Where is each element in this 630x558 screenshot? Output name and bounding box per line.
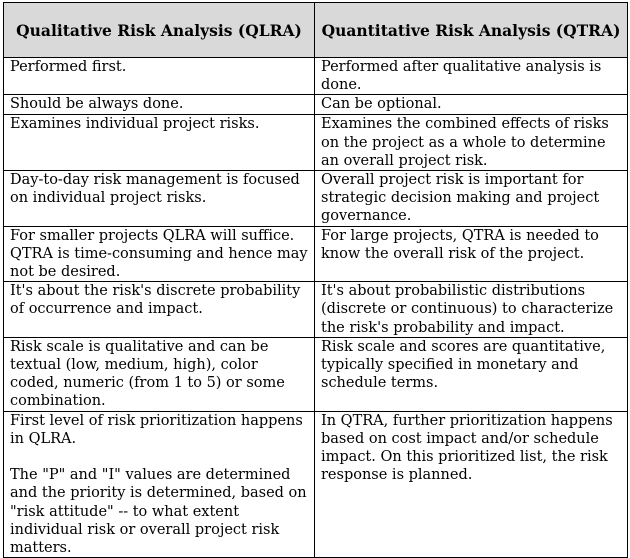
table-row [4,171,628,227]
qlra-cell: It's about the risk's discrete probability of occurrence and impact. [4,282,315,338]
qlra-cell: Risk scale is qualitative and can be textual (low, medium, high), color coded, numeric (from 1 to 5) or some combination. [4,337,315,411]
comparison-table [3,2,628,558]
qtra-cell: In QTRA, further prioritization happens based on cost impact and/or schedule impact. On this prioritized list, the risk response is planned. [315,411,628,558]
qtra-cell: For large projects, QTRA is needed to know the overall risk of the project. [315,226,628,282]
qtra-cell: Performed after qualitative analysis is done. [315,58,628,95]
qtra-cell: Risk scale and scores are quantitative, typically specified in monetary and schedule terms. [315,337,628,411]
qlra-cell: For smaller projects QLRA will suffice. QTRA is time-consuming and hence may not be desired. [4,226,315,282]
table-row [4,282,628,338]
table-row [4,95,628,115]
header-row [4,3,628,58]
table-row [4,337,628,411]
header-qtra: Quantitative Risk Analysis (QTRA) [315,3,628,58]
qlra-cell: Day-to-day risk management is focused on individual project risks. [4,171,315,227]
table-row [4,226,628,282]
qtra-cell: Examines the combined effects of risks on the project as a whole to determine an overall project risk. [315,115,628,171]
qlra-cell: Should be always done. [4,95,315,115]
table-row [4,115,628,171]
qtra-cell: Overall project risk is important for strategic decision making and project governance. [315,171,628,227]
qtra-cell: Can be optional. [315,95,628,115]
table-row [4,58,628,95]
qtra-cell: It's about probabilistic distributions (discrete or continuous) to characterize the risk's probability and impact. [315,282,628,338]
table-row [4,411,628,558]
header-qlra: Qualitative Risk Analysis (QLRA) [4,3,315,58]
qlra-cell: Performed first. [4,58,315,95]
qlra-cell: Examines individual project risks. [4,115,315,171]
qlra-cell: First level of risk prioritization happens in QLRA. The "P" and "I" values are determined and the priority is determined, based on "risk attitude" -- to what extent individual risk or overall project risk matters. [4,411,315,558]
